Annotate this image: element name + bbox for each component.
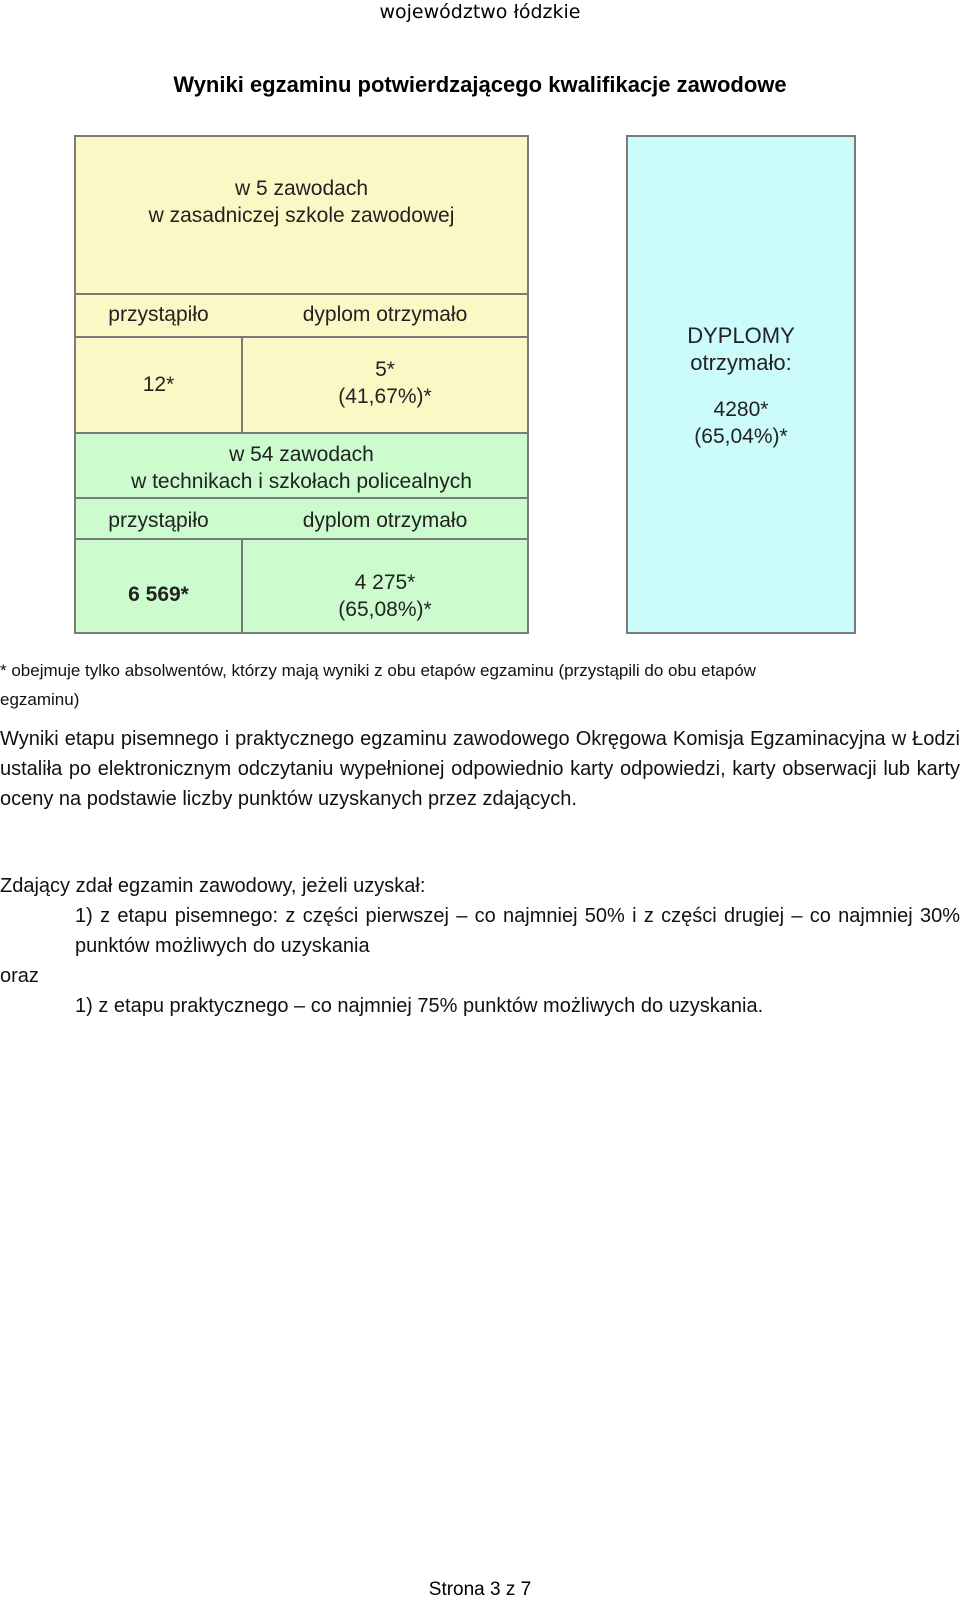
zsz-diploma-pct: (41,67%)* (338, 385, 432, 408)
tech-took-value: 6 569* (128, 583, 189, 606)
tech-diploma-count: 4 275* (354, 571, 416, 594)
zsz-diploma-label: dyplom otrzymało (302, 303, 468, 326)
pass-criteria-intro: Zdający zdał egzamin zawodowy, jeżeli uzyskał: (0, 875, 426, 897)
total-panel (627, 136, 855, 633)
total-count: 4280* (713, 398, 769, 421)
zsz-diploma-value (243, 356, 527, 410)
results-paragraph: Wyniki etapu pisemnego i praktycznego egzaminu zawodowego Okręgowa Komisja Egzaminacyjna w Łodzi ustaliła po elektronicznym odczytaniu wypełnionej odpowiednio karty odpowiedzi, karty obserwacji lub karty oceny na podstawie liczby punktów uzyskanych przez zdających. (0, 728, 960, 810)
total-pct: (65,04%)* (694, 425, 788, 448)
tech-heading-line1: w 54 zawodach (229, 443, 374, 466)
tech-diploma-value (243, 569, 527, 623)
zsz-heading-line2: w zasadniczej szkole zawodowej (148, 204, 455, 227)
zsz-took-label: przystąpiło (108, 303, 209, 326)
zsz-heading-line1: w 5 zawodach (234, 177, 369, 200)
footnote (0, 656, 960, 714)
zsz-diploma-count: 5* (375, 358, 395, 381)
zsz-heading (76, 175, 527, 229)
total-label-line2: otrzymało: (690, 350, 792, 375)
tech-took-label: przystąpiło (108, 509, 209, 532)
tech-heading-line2: w technikach i szkołach policealnych (131, 470, 472, 493)
zsz-took-value: 12* (142, 373, 175, 396)
page-title: Wyniki egzaminu potwierdzającego kwalifikacje zawodowe (173, 72, 787, 97)
total-label (628, 322, 854, 376)
tech-diploma-pct: (65,08%)* (338, 598, 432, 621)
footnote-line1: * obejmuje tylko absolwentów, którzy mają wyniki z obu etapów egzaminu (przystąpili do obu etapów (0, 661, 756, 680)
total-value (628, 396, 854, 450)
page-header: województwo łódzkie (379, 1, 581, 23)
footnote-line2: egzaminu) (0, 690, 80, 709)
page-number: Strona 3 z 7 (428, 1579, 532, 1600)
tech-diploma-label: dyplom otrzymało (302, 509, 468, 532)
tech-heading (76, 441, 527, 495)
total-label-line1: DYPLOMY (687, 323, 795, 348)
conjunction-oraz: oraz (0, 965, 39, 987)
criteria-item-written: 1) z etapu pisemnego: z części pierwszej – co najmniej 50% i z części drugiej – co najmniej 30% punktów możliwych do uzyskania (75, 905, 960, 957)
criteria-item-practical: 1) z etapu praktycznego – co najmniej 75% punktów możliwych do uzyskania. (75, 995, 764, 1017)
